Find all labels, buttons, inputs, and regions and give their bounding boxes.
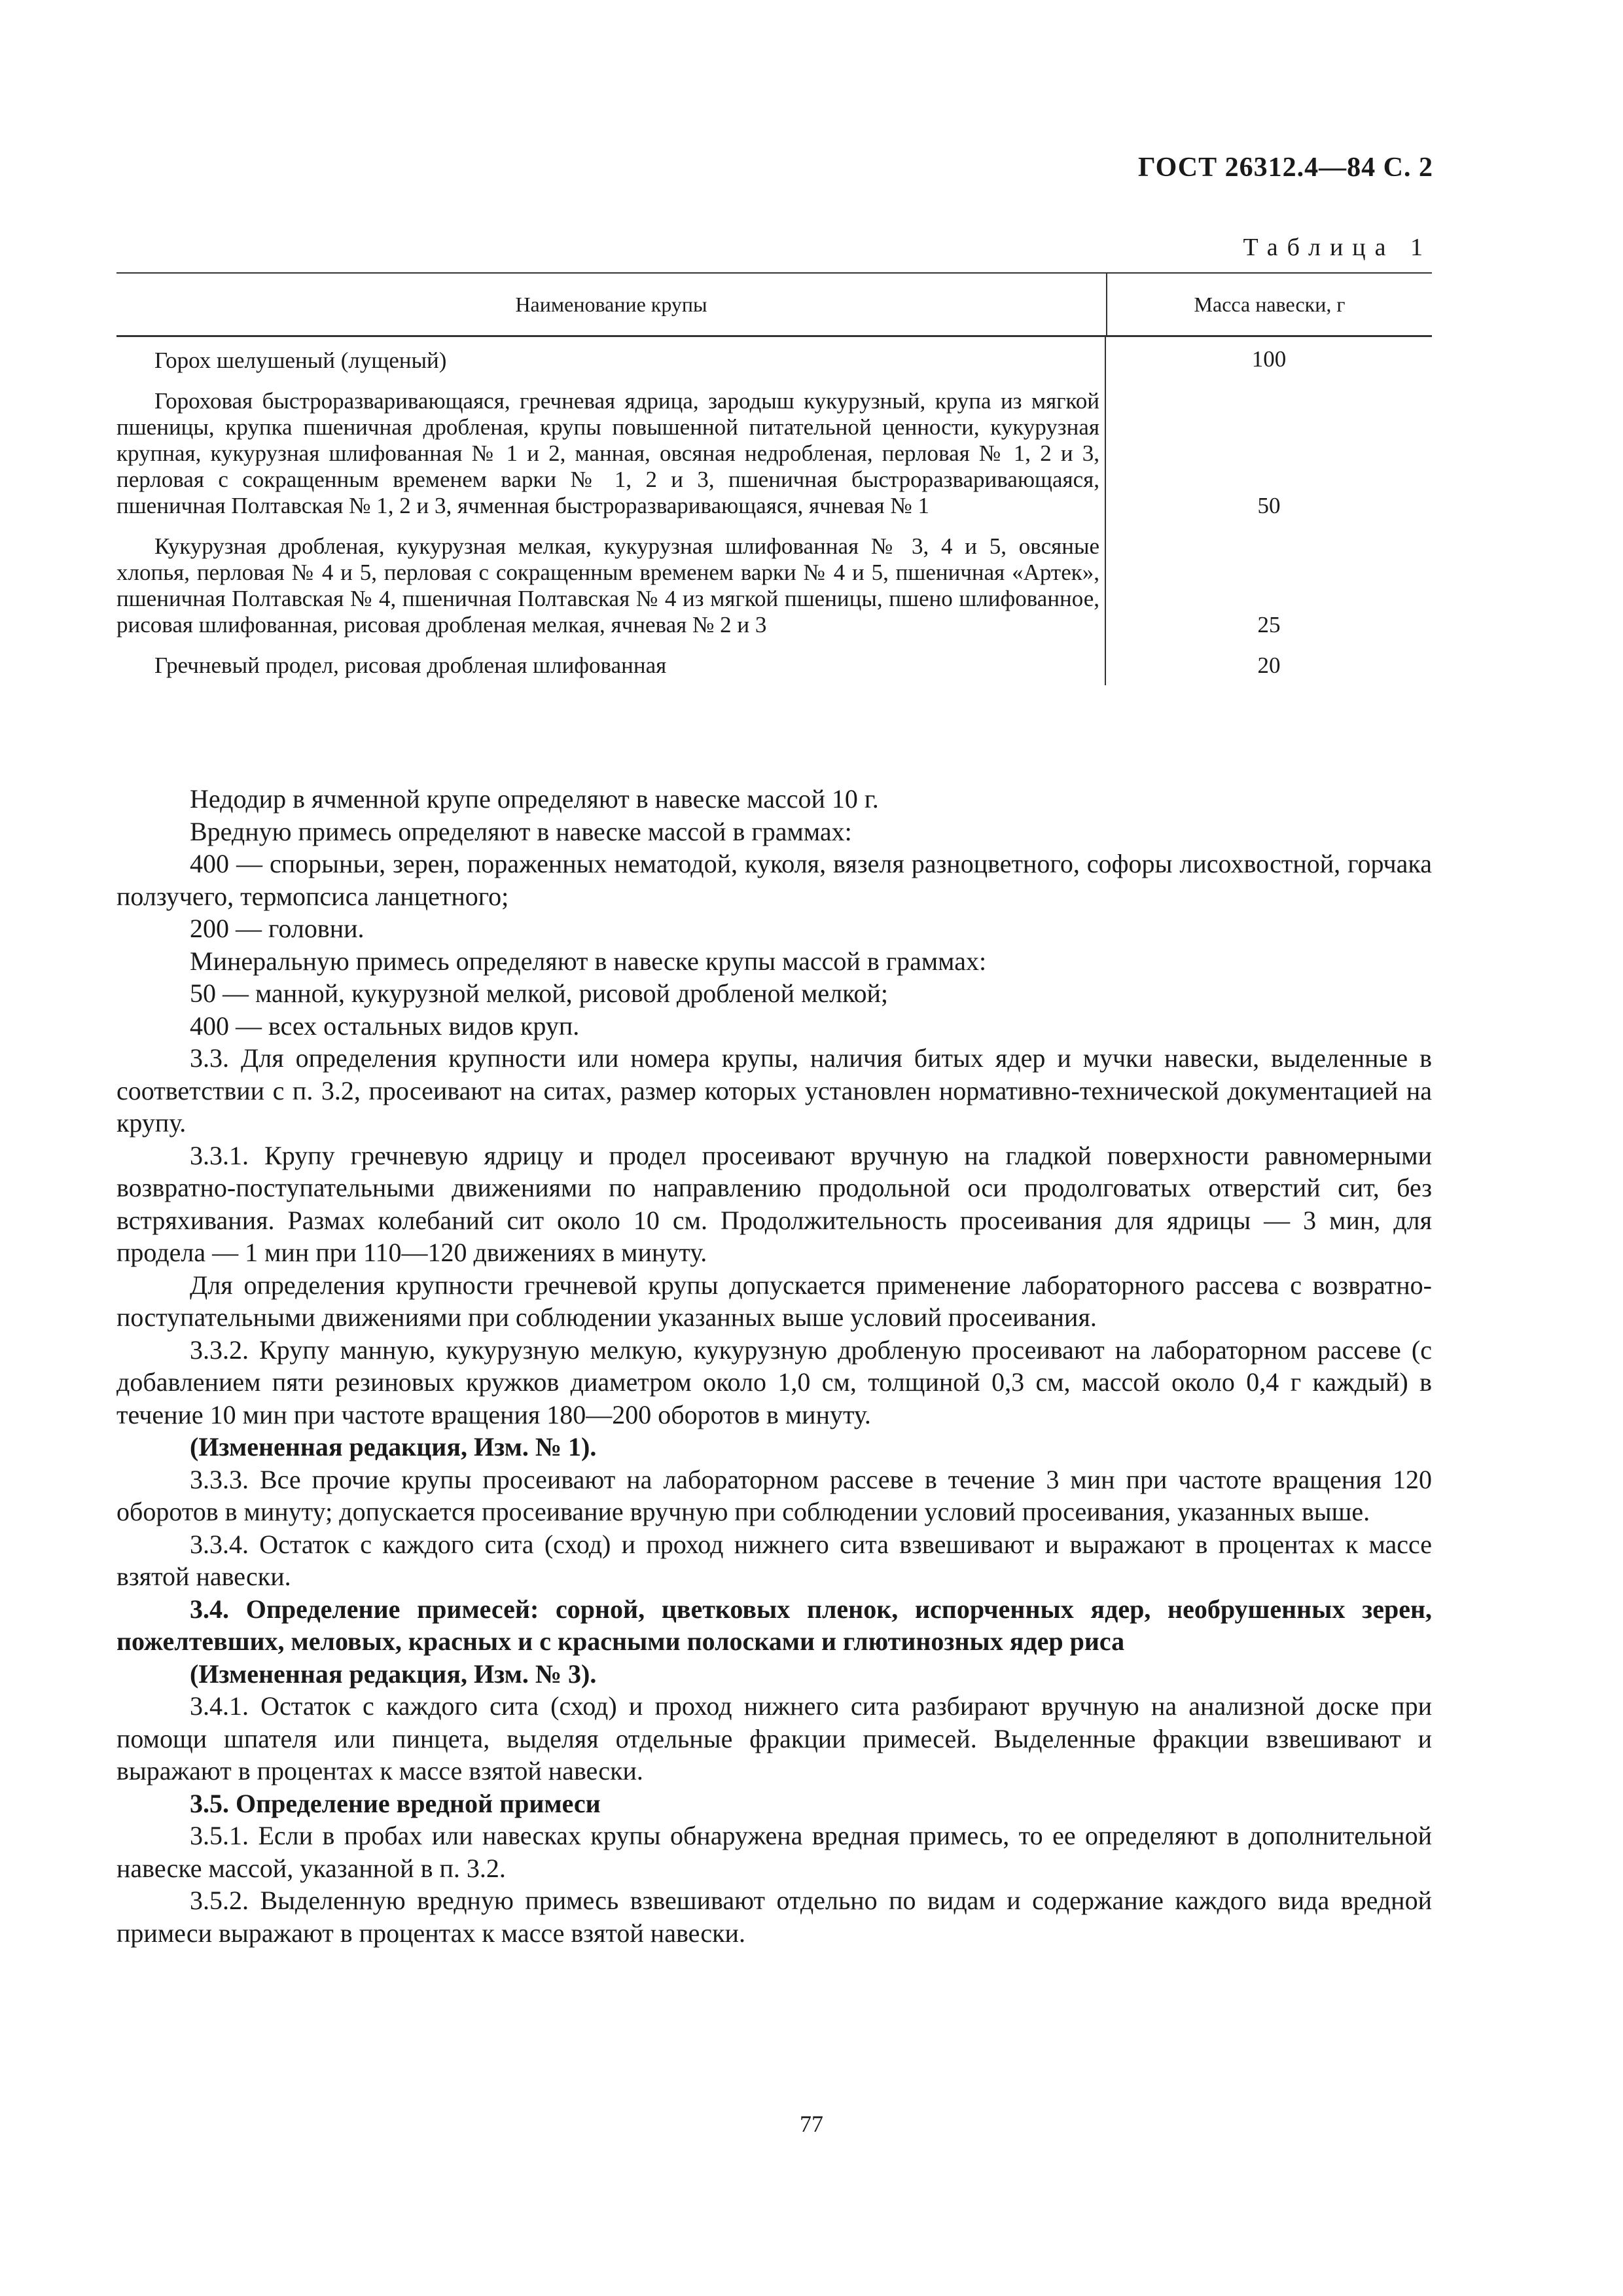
table-row	[116, 526, 1432, 645]
page-number: 77	[800, 2111, 823, 2137]
table-row	[116, 645, 1432, 685]
cell-groats-name: Гороховая быстроразваривающаяся, гречневая ядрица, зародыш кукурузный, крупа из мягкой пшеницы, крупка пшеничная дробленая, крупы повышенной питательной ценности, кукурузная крупная, кукурузная шлифованная № 1 и 2, манная, овсяная недробленая, перловая № 1, 2 и 3, перловая с сокращенным временем варки № 1, 2 и 3, пшеничная быстроразваривающаяся, пшеничная Полтавская № 1, 2 и 3, ячменная быстроразваривающаяся, ячневая № 1	[116, 380, 1106, 526]
section-heading: 3.4. Определение примесей: сорной, цветковых пленок, испорченных ядер, необрушенных зерен, пожелтевших, меловых, красных и с красными полосками и глютинозных ядер риса	[116, 1594, 1432, 1656]
paragraph: 3.3.4. Остаток с каждого сита (сход) и проход нижнего сита взвешивают и выражают в процентах к массе взятой навески.	[116, 1529, 1432, 1591]
paragraph: 200 — головни.	[190, 914, 365, 943]
paragraph: 400 — всех остальных видов круп.	[190, 1011, 580, 1041]
paragraph: Для определения крупности гречневой крупы допускается применение лабораторного рассева с возвратно-поступательными движениями при соблюдении указанных выше условий просеивания.	[116, 1270, 1432, 1332]
paragraph: 3.3. Для определения крупности или номера крупы, наличия битых ядер и мучки навески, выделенные в соответствии с п. 3.2, просеивают на ситах, размер которых установлен нормативно-технической документацией на крупу.	[116, 1043, 1432, 1138]
groats-mass-table	[116, 272, 1432, 685]
paragraph: 3.3.1. Крупу гречневую ядрицу и продел просеивают вручную на гладкой поверхности равномерными возвратно-поступательными движениями по направлению продольной оси продолговатых отверстий сит, без встряхивания. Размах колебаний сит около 10 см. Продолжительность просеивания для ядрицы — 3 мин, для продела — 1 мин при 110—120 движениях в минуту.	[116, 1140, 1432, 1267]
section-heading: 3.5. Определение вредной примеси	[190, 1788, 601, 1818]
cell-sample-mass: 25	[1257, 612, 1281, 637]
paragraph: 3.5.2. Выделенную вредную примесь взвешивают отдельно по видам и содержание каждого вида вредной примеси выражают в процентах к массе взятой навески.	[116, 1886, 1432, 1948]
paragraph: 3.4.1. Остаток с каждого сита (сход) и проход нижнего сита разбирают вручную на анализной доске при помощи шпателя или пинцета, выделяя отдельные фракции примесей. Выделенные фракции взвешивают и выражают в процентах к массе взятой навески.	[116, 1691, 1432, 1785]
document-header: ГОСТ 26312.4—84 С. 2	[1137, 152, 1433, 183]
paragraph: 3.3.2. Крупу манную, кукурузную мелкую, кукурузную дробленую просеивают на лабораторном рассеве (с добавлением пяти резиновых кружков диаметром около 1,0 см, толщиной 0,3 см, массой около 0,4 г каждый) в течение 10 мин при частоте вращения 180—200 оборотов в минуту.	[116, 1335, 1432, 1429]
cell-sample-mass: 20	[1257, 653, 1281, 678]
document-body	[116, 783, 1432, 1949]
paragraph: Недодир в ячменной крупе определяют в навеске массой 10 г.	[190, 784, 879, 814]
table-label: Таблица 1	[1243, 234, 1432, 261]
paragraph: Минеральную примесь определяют в навеске крупы массой в граммах:	[190, 946, 987, 976]
cell-sample-mass: 50	[1257, 493, 1281, 518]
cell-groats-name: Горох шелушеный (лущеный)	[116, 337, 1106, 380]
paragraph: 400 — спорыньи, зерен, пораженных нематодой, куколя, вязеля разноцветного, софоры лисохвостной, горчака ползучего, термопсиса ланцетного;	[116, 849, 1432, 911]
paragraph: 3.5.1. Если в пробах или навесках крупы обнаружена вредная примесь, то ее определяют в дополнительной навеске массой, указанной в п. 3.2.	[116, 1821, 1432, 1883]
section-heading: (Измененная редакция, Изм. № 1).	[190, 1432, 597, 1462]
paragraph: 50 — манной, кукурузной мелкой, рисовой дробленой мелкой;	[190, 978, 889, 1008]
cell-groats-name: Кукурузная дробленая, кукурузная мелкая, кукурузная шлифованная № 3, 4 и 5, овсяные хлопья, перловая № 4 и 5, перловая с сокращенным временем варки № 4 и 5, пшеничная «Артек», пшеничная Полтавская № 4, пшеничная Полтавская № 4 из мягкой пшеницы, пшено шлифованное, рисовая шлифованная, рисовая дробленая мелкая, ячневая № 2 и 3	[116, 526, 1106, 645]
column-header-mass: Масса навески, г	[1194, 292, 1346, 316]
table-body	[116, 337, 1432, 685]
paragraph: Вредную примесь определяют в навеске массой в граммах:	[190, 816, 852, 846]
table-row	[116, 380, 1432, 526]
column-header-name: Наименование крупы	[116, 274, 1107, 335]
cell-sample-mass: 100	[1251, 346, 1287, 372]
paragraph: 3.3.3. Все прочие крупы просеивают на лабораторном рассеве в течение 3 мин при частоте вращения 120 оборотов в минуту; допускается просеивание вручную при соблюдении условий просеивания, указанных выше.	[116, 1464, 1432, 1526]
table-header	[116, 274, 1432, 337]
table-row	[116, 337, 1432, 380]
section-heading: (Измененная редакция, Изм. № 3).	[190, 1659, 597, 1689]
cell-groats-name: Гречневый продел, рисовая дробленая шлифованная	[116, 645, 1106, 685]
